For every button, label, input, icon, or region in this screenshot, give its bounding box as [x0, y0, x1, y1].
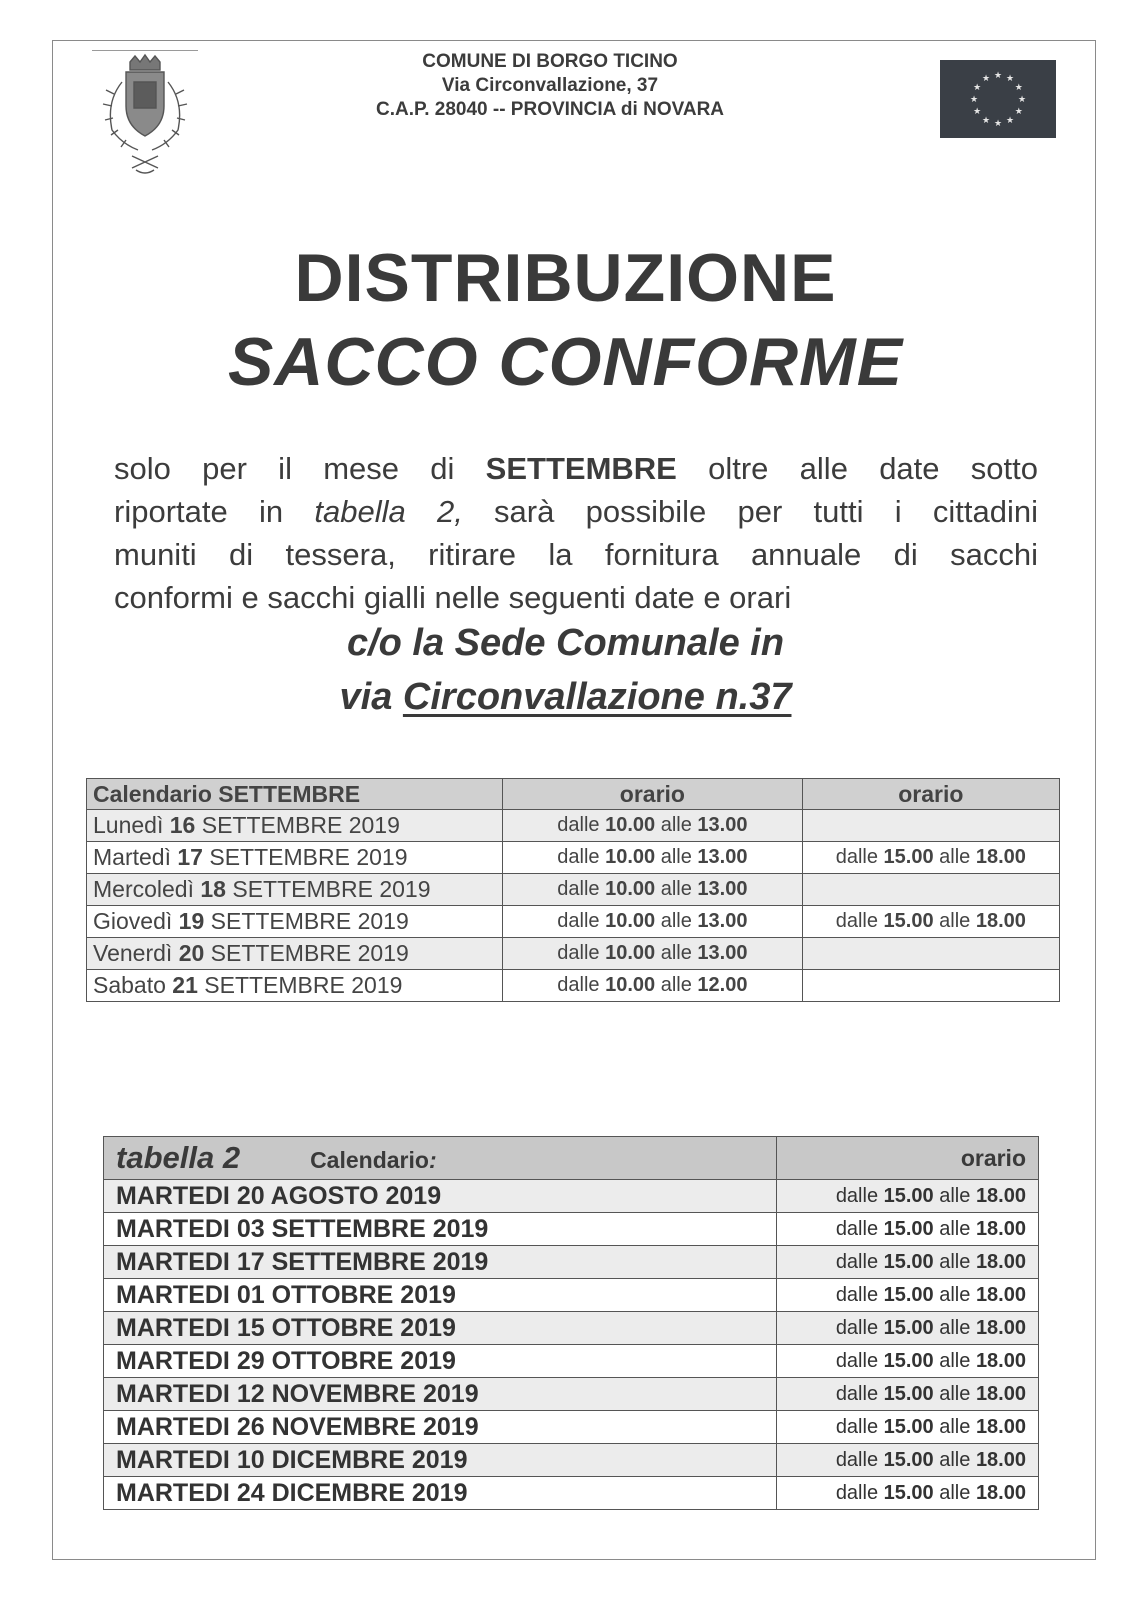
location-line-1: c/o la Sede Comunale in [346, 622, 785, 664]
date-cell: MARTEDI 03 SETTEMBRE 2019 [104, 1213, 777, 1246]
time-from: 15.00 [883, 1250, 934, 1273]
table-header-row [87, 779, 1060, 810]
body-line-3: muniti di tessera, ritirare la fornitura annuale di sacchi [114, 537, 1038, 572]
time-cell [777, 1180, 1039, 1213]
time-from: 15.00 [883, 910, 934, 932]
day-number: 21 [172, 972, 198, 998]
table-row [104, 1312, 1039, 1345]
weekday: Venerdì [93, 940, 179, 966]
dalle-word: dalle [557, 846, 606, 868]
dalle-word: dalle [835, 1250, 884, 1273]
time-from: 10.00 [605, 942, 656, 964]
location-address: Circonvallazione n.37 [402, 676, 792, 718]
time-to: 18.00 [975, 1283, 1026, 1306]
time-to: 18.00 [975, 1250, 1026, 1273]
time-to: 13.00 [697, 846, 748, 868]
eu-star-icon: ★ [1014, 82, 1023, 92]
time-from: 15.00 [883, 1184, 934, 1207]
weekday: Giovedì [93, 908, 179, 934]
time-from: 15.00 [883, 1448, 934, 1471]
day-number: 20 [178, 940, 205, 966]
day-number: 16 [169, 812, 196, 838]
time-to: 18.00 [975, 1382, 1026, 1405]
day-number: 19 [178, 908, 205, 934]
alle-word: alle [933, 910, 976, 932]
dalle-word: dalle [557, 942, 606, 964]
date-cell [87, 970, 503, 1002]
time-from: 15.00 [883, 846, 934, 868]
alle-word: alle [933, 1481, 976, 1504]
time-from: 15.00 [883, 1283, 934, 1306]
time-to: 13.00 [697, 910, 748, 932]
table-row [104, 1279, 1039, 1312]
eu-star-icon: ★ [969, 94, 979, 104]
date-cell: MARTEDI 17 SETTEMBRE 2019 [104, 1246, 777, 1279]
dalle-word: dalle [835, 1217, 884, 1240]
time-from: 15.00 [883, 1217, 934, 1240]
time-to: 18.00 [975, 1217, 1026, 1240]
alle-word: alle [933, 1415, 976, 1438]
time-to: 18.00 [975, 910, 1026, 932]
table-row [104, 1213, 1039, 1246]
time-cell-afternoon [802, 874, 1059, 906]
table-row [87, 938, 1060, 970]
dalle-word: dalle [835, 1184, 884, 1207]
tabella-2-title: tabella 2 [116, 1140, 241, 1175]
alle-word: alle [933, 1184, 976, 1207]
time-to: 18.00 [975, 846, 1026, 868]
dalle-word: dalle [557, 878, 606, 900]
date-cell [87, 842, 503, 874]
eu-star-icon: ★ [1005, 114, 1015, 125]
tabella-2-schedule-table [103, 1136, 1039, 1510]
table-row [104, 1246, 1039, 1279]
tabella-2-header [104, 1137, 777, 1180]
time-from: 10.00 [605, 814, 656, 836]
time-cell-morning [503, 874, 803, 906]
time-cell [777, 1213, 1039, 1246]
time-to: 18.00 [975, 1184, 1026, 1207]
municipality-name: COMUNE DI BORGO TICINO [422, 51, 678, 72]
date-cell [87, 810, 503, 842]
month-emphasis: SETTEMBRE [485, 451, 677, 486]
dalle-word: dalle [835, 1349, 884, 1372]
dalle-word: dalle [835, 910, 884, 932]
date-cell: MARTEDI 20 AGOSTO 2019 [104, 1180, 777, 1213]
table-row [87, 842, 1060, 874]
time-to: 18.00 [975, 1448, 1026, 1471]
date-cell: MARTEDI 10 DICEMBRE 2019 [104, 1444, 777, 1477]
table-row [104, 1180, 1039, 1213]
alle-word: alle [933, 1448, 976, 1471]
time-from: 15.00 [883, 1349, 934, 1372]
alle-word: alle [933, 1382, 976, 1405]
table-row [87, 970, 1060, 1002]
dalle-word: dalle [835, 1316, 884, 1339]
column-header-time-morning: orario [503, 779, 803, 810]
table-row [104, 1477, 1039, 1510]
eu-star-icon: ★ [993, 70, 1003, 80]
date-cell [87, 906, 503, 938]
eu-star-icon: ★ [1005, 73, 1015, 84]
time-cell [777, 1378, 1039, 1411]
date-cell: MARTEDI 26 NOVEMBRE 2019 [104, 1411, 777, 1444]
eu-star-icon: ★ [981, 73, 991, 84]
date-cell: MARTEDI 15 OTTOBRE 2019 [104, 1312, 777, 1345]
time-to: 12.00 [697, 974, 748, 996]
dalle-word: dalle [835, 1382, 884, 1405]
time-cell-afternoon [802, 906, 1059, 938]
time-to: 18.00 [975, 1481, 1026, 1504]
time-cell-afternoon [802, 970, 1059, 1002]
eu-flag-icon [940, 60, 1056, 138]
alle-word: alle [655, 878, 698, 900]
month-year: SETTEMBRE 2019 [202, 844, 408, 870]
time-to: 13.00 [697, 878, 748, 900]
notice-body [114, 447, 1038, 619]
alle-word: alle [933, 1250, 976, 1273]
alle-word: alle [933, 846, 976, 868]
date-cell [87, 938, 503, 970]
alle-word: alle [655, 942, 698, 964]
alle-word: alle [933, 1217, 976, 1240]
eu-star-icon: ★ [1014, 106, 1023, 116]
dalle-word: dalle [835, 1481, 884, 1504]
time-from: 10.00 [605, 974, 656, 996]
alle-word: alle [655, 814, 698, 836]
table-row [104, 1345, 1039, 1378]
alle-word: alle [655, 846, 698, 868]
day-number: 18 [200, 876, 226, 902]
time-cell-afternoon [802, 938, 1059, 970]
calendar-label: Calendario: [310, 1147, 437, 1173]
table-reference: tabella 2, [314, 494, 463, 529]
alle-word: alle [933, 1349, 976, 1372]
dalle-word: dalle [835, 1448, 884, 1471]
table-header-row [104, 1137, 1039, 1180]
eu-star-icon: ★ [993, 118, 1003, 128]
time-cell [777, 1345, 1039, 1378]
body-line-1: solo per il mese di SETTEMBRE oltre alle date sotto [114, 451, 1038, 486]
time-from: 15.00 [883, 1481, 934, 1504]
time-cell [777, 1477, 1039, 1510]
table-row [104, 1411, 1039, 1444]
time-cell [777, 1246, 1039, 1279]
time-to: 13.00 [697, 942, 748, 964]
table-row [87, 906, 1060, 938]
day-number: 17 [177, 844, 203, 870]
table-row [87, 810, 1060, 842]
month-year: SETTEMBRE 2019 [225, 876, 431, 902]
month-year: SETTEMBRE 2019 [204, 908, 409, 934]
weekday: Mercoledì [93, 876, 201, 902]
weekday: Lunedì [93, 812, 170, 838]
alle-word: alle [655, 974, 698, 996]
date-cell: MARTEDI 24 DICEMBRE 2019 [104, 1477, 777, 1510]
crest-rule [92, 50, 198, 51]
time-cell [777, 1312, 1039, 1345]
date-cell: MARTEDI 01 OTTOBRE 2019 [104, 1279, 777, 1312]
column-header-time-afternoon: orario [802, 779, 1059, 810]
time-to: 18.00 [975, 1349, 1026, 1372]
month-year: SETTEMBRE 2019 [197, 972, 403, 998]
eu-star-icon: ★ [973, 82, 982, 92]
location-line-2: via Circonvallazione n.37 [339, 676, 792, 718]
date-cell: MARTEDI 29 OTTOBRE 2019 [104, 1345, 777, 1378]
time-cell-morning [503, 810, 803, 842]
municipality-header [330, 50, 770, 122]
municipality-address: Via Circonvallazione, 37 [441, 75, 659, 96]
alle-word: alle [933, 1283, 976, 1306]
month-year: SETTEMBRE 2019 [195, 812, 400, 838]
time-to: 13.00 [697, 814, 748, 836]
municipality-postal: C.A.P. 28040 -- PROVINCIA di NOVARA [375, 99, 725, 120]
dalle-word: dalle [557, 974, 606, 996]
dalle-word: dalle [835, 846, 884, 868]
time-cell [777, 1411, 1039, 1444]
eu-star-icon: ★ [1017, 94, 1027, 104]
eu-star-icon: ★ [973, 106, 982, 116]
alle-word: alle [655, 910, 698, 932]
time-cell [777, 1444, 1039, 1477]
location-notice [0, 616, 1131, 724]
date-cell: MARTEDI 12 NOVEMBRE 2019 [104, 1378, 777, 1411]
time-cell-morning [503, 842, 803, 874]
time-from: 15.00 [883, 1382, 934, 1405]
time-to: 18.00 [975, 1316, 1026, 1339]
time-cell-morning [503, 938, 803, 970]
time-from: 15.00 [883, 1316, 934, 1339]
table-row [104, 1444, 1039, 1477]
time-from: 10.00 [605, 846, 656, 868]
dalle-word: dalle [835, 1283, 884, 1306]
weekday: Sabato [93, 972, 173, 998]
column-header-time: orario [777, 1137, 1039, 1180]
time-from: 15.00 [883, 1415, 934, 1438]
time-cell-morning [503, 906, 803, 938]
time-cell [777, 1279, 1039, 1312]
date-cell [87, 874, 503, 906]
time-cell-afternoon [802, 842, 1059, 874]
time-from: 10.00 [605, 878, 656, 900]
dalle-word: dalle [835, 1415, 884, 1438]
body-line-4: conformi e sacchi gialli nelle seguenti date e orari [114, 580, 792, 615]
month-year: SETTEMBRE 2019 [204, 940, 409, 966]
dalle-word: dalle [557, 814, 606, 836]
time-cell-morning [503, 970, 803, 1002]
alle-word: alle [933, 1316, 976, 1339]
municipal-crest-icon [92, 52, 198, 180]
column-header-calendar: Calendario SETTEMBRE [87, 779, 503, 810]
body-line-2: riportate in tabella 2, sarà possibile per tutti i cittadini [114, 494, 1038, 529]
weekday: Martedì [93, 844, 178, 870]
table-row [104, 1378, 1039, 1411]
title-sacco-conforme: SACCO CONFORME [227, 324, 904, 400]
eu-star-icon: ★ [981, 114, 991, 125]
title-distribuzione: DISTRIBUZIONE [294, 240, 837, 316]
table-row [87, 874, 1060, 906]
time-from: 10.00 [605, 910, 656, 932]
time-to: 18.00 [975, 1415, 1026, 1438]
time-cell-afternoon [802, 810, 1059, 842]
dalle-word: dalle [557, 910, 606, 932]
september-schedule-table [86, 778, 1060, 1002]
